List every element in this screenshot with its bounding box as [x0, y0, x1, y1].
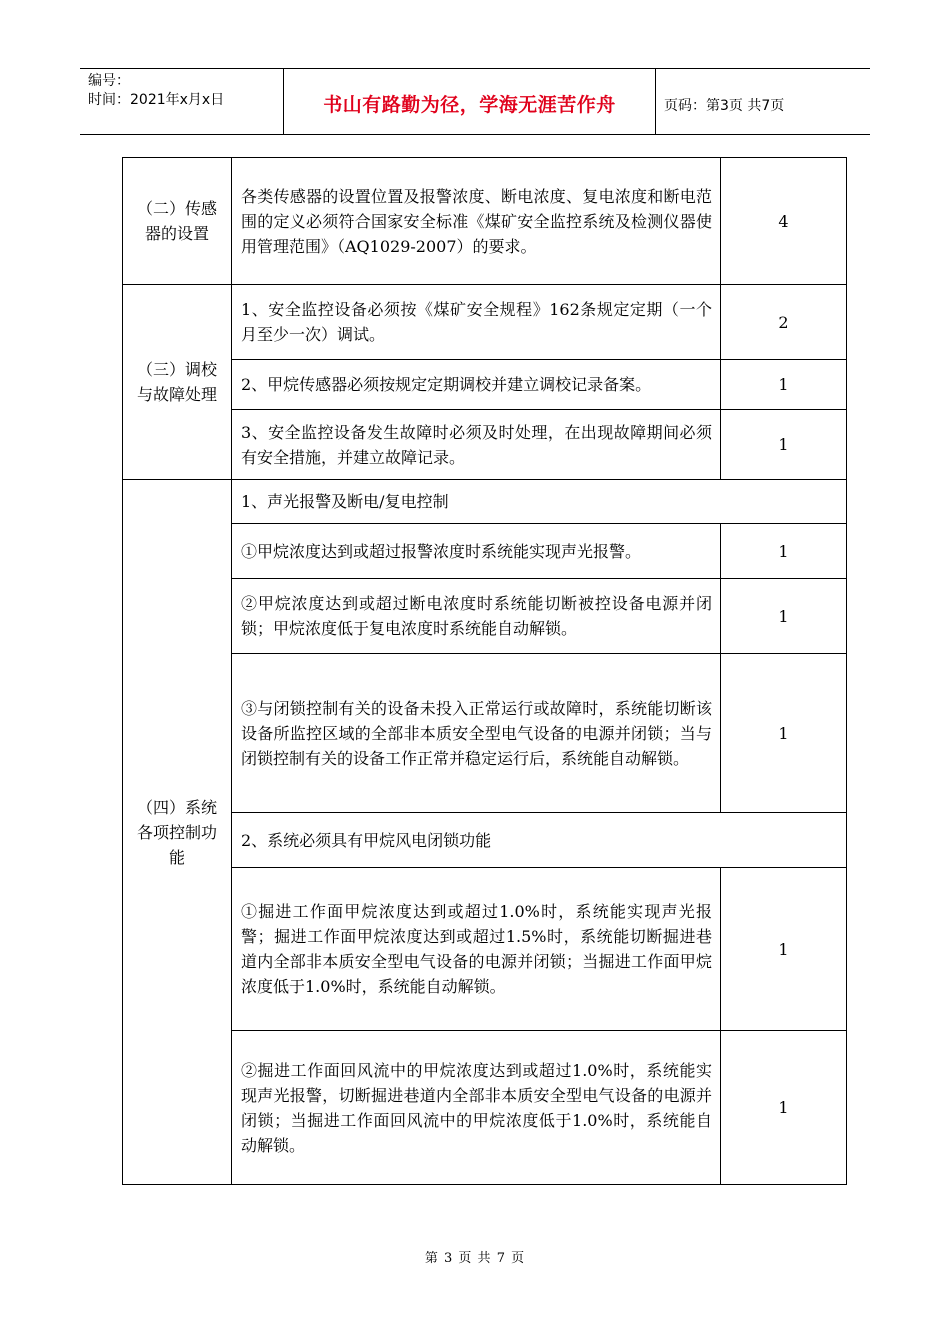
category-cell: （三）调校与故障处理	[123, 285, 232, 480]
table-row	[123, 579, 847, 654]
item-cell: ①掘进工作面甲烷浓度达到或超过1.0%时，系统能实现声光报警；掘进工作面甲烷浓度达到或超过1.5%时，系统能切断掘进巷道内全部非本质安全型电气设备的电源并闭锁；当掘进工作面甲烷浓度低于1.0%时，系统能自动解锁。	[232, 868, 721, 1031]
score-cell: 2	[721, 285, 847, 360]
score-cell: 1	[721, 1031, 847, 1185]
score-cell: 1	[721, 360, 847, 410]
score-cell: 1	[721, 654, 847, 813]
score-cell: 1	[721, 868, 847, 1031]
document-time-label: 时间：2021年x月x日	[88, 92, 225, 108]
category-cell: （二）传感器的设置	[123, 158, 232, 285]
table-row	[123, 410, 847, 480]
item-cell: 3、安全监控设备发生故障时必须及时处理，在出现故障期间必须有安全措施，并建立故障记录。	[232, 410, 721, 480]
item-cell: 1、安全监控设备必须按《煤矿安全规程》162条规定定期（一个月至少一次）调试。	[232, 285, 721, 360]
category-cell: （四）系统各项控制功能	[123, 480, 232, 1185]
table-row	[123, 1031, 847, 1185]
score-cell: 1	[721, 579, 847, 654]
header-page-number: 页码：第3页 共7页	[664, 98, 785, 114]
document-number-label: 编号：	[88, 73, 130, 89]
item-cell: 各类传感器的设置位置及报警浓度、断电浓度、复电浓度和断电范围的定义必须符合国家安全标准《煤矿安全监控系统及检测仪器使用管理范围》（AQ1029-2007）的要求。	[232, 158, 721, 285]
table-row	[123, 524, 847, 579]
item-cell: ①甲烷浓度达到或超过报警浓度时系统能实现声光报警。	[232, 524, 721, 579]
table-row	[123, 285, 847, 360]
item-cell: 2、甲烷传感器必须按规定定期调校并建立调校记录备案。	[232, 360, 721, 410]
score-cell: 4	[721, 158, 847, 285]
page-footer: 第 3 页 共 7 页	[424, 1251, 526, 1266]
subsection-heading: 1、声光报警及断电/复电控制	[232, 480, 847, 524]
inspection-table	[122, 157, 847, 1185]
header-meta	[88, 72, 224, 110]
table-row	[123, 654, 847, 813]
table-row	[123, 813, 847, 868]
score-cell: 1	[721, 524, 847, 579]
table-row	[123, 868, 847, 1031]
item-cell: ②甲烷浓度达到或超过断电浓度时系统能切断被控设备电源并闭锁；甲烷浓度低于复电浓度时系统能自动解锁。	[232, 579, 721, 654]
header-motto: 书山有路勤为径，学海无涯苦作舟	[323, 94, 616, 116]
table-row	[123, 158, 847, 285]
subsection-heading: 2、系统必须具有甲烷风电闭锁功能	[232, 813, 847, 868]
item-cell: ②掘进工作面回风流中的甲烷浓度达到或超过1.0%时，系统能实现声光报警，切断掘进巷道内全部非本质安全型电气设备的电源并闭锁；当掘进工作面回风流中的甲烷浓度低于1.0%时，系统能自动解锁。	[232, 1031, 721, 1185]
header-divider	[655, 69, 656, 134]
table-row	[123, 480, 847, 524]
score-cell: 1	[721, 410, 847, 480]
item-cell: ③与闭锁控制有关的设备未投入正常运行或故障时，系统能切断该设备所监控区域的全部非本质安全型电气设备的电源并闭锁；当与闭锁控制有关的设备工作正常并稳定运行后，系统能自动解锁。	[232, 654, 721, 813]
table-row	[123, 360, 847, 410]
page-header	[80, 68, 870, 135]
